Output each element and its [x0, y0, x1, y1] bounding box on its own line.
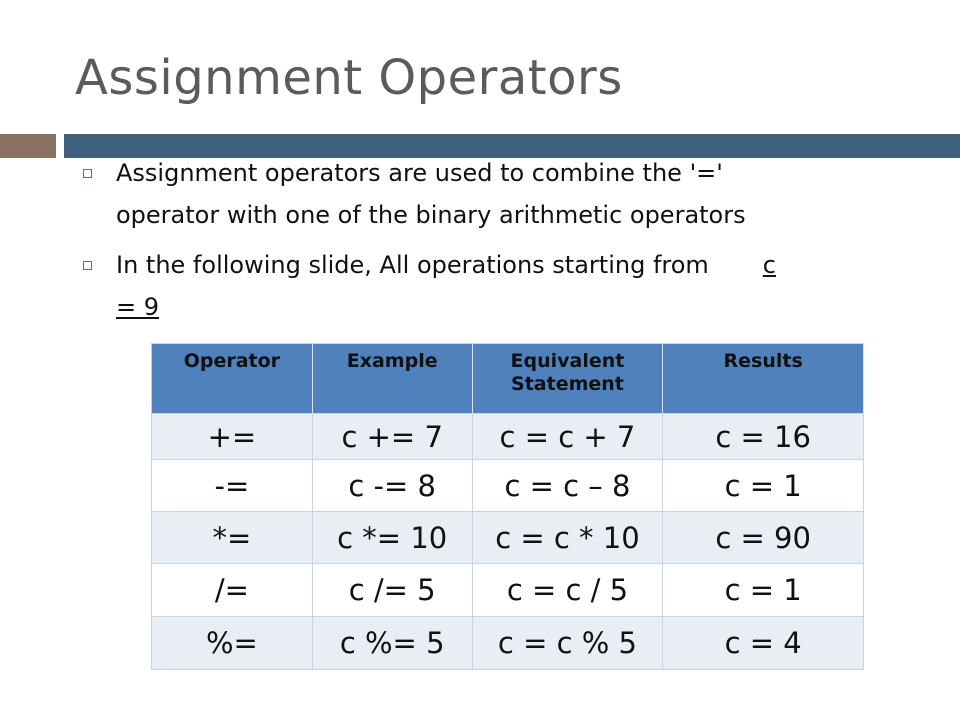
cell-result: c = 1	[663, 564, 864, 617]
bullet-square-icon	[83, 261, 92, 270]
bullet-line	[116, 286, 876, 328]
header-example: Example	[312, 344, 472, 414]
header-operator: Operator	[152, 344, 313, 414]
header-results: Results	[663, 344, 864, 414]
cell-operator: +=	[152, 414, 313, 460]
bullet-line: Assignment operators are used to combine the '='	[116, 159, 723, 187]
bullet-line	[116, 244, 876, 286]
cell-equivalent: c = c % 5	[472, 617, 663, 670]
bullet-item	[116, 152, 876, 236]
cell-operator: %=	[152, 617, 313, 670]
header-equivalent-statement: Equivalent Statement	[472, 344, 663, 414]
bullet-text: In the following slide, All operations starting from	[116, 251, 709, 279]
cell-equivalent: c = c * 10	[472, 512, 663, 564]
underlined-text: c	[762, 251, 776, 279]
cell-equivalent: c = c + 7	[472, 414, 663, 460]
table-header-row	[152, 344, 864, 414]
cell-operator: -=	[152, 460, 313, 512]
table-row	[152, 564, 864, 617]
cell-operator: /=	[152, 564, 313, 617]
cell-result: c = 4	[663, 617, 864, 670]
bullet-square-icon	[83, 169, 92, 178]
underlined-text: = 9	[116, 293, 160, 321]
cell-example: c %= 5	[312, 617, 472, 670]
cell-operator: *=	[152, 512, 313, 564]
accent-bar-left	[0, 134, 56, 158]
table-row	[152, 512, 864, 564]
table-row	[152, 414, 864, 460]
cell-equivalent: c = c – 8	[472, 460, 663, 512]
cell-result: c = 16	[663, 414, 864, 460]
operators-table	[151, 343, 864, 670]
cell-example: c /= 5	[312, 564, 472, 617]
cell-example: c += 7	[312, 414, 472, 460]
cell-result: c = 90	[663, 512, 864, 564]
cell-equivalent: c = c / 5	[472, 564, 663, 617]
cell-result: c = 1	[663, 460, 864, 512]
cell-example: c -= 8	[312, 460, 472, 512]
table-row	[152, 460, 864, 512]
bullet-line: operator with one of the binary arithmetic operators	[116, 201, 746, 229]
cell-example: c *= 10	[312, 512, 472, 564]
table-row	[152, 617, 864, 670]
bullet-item	[116, 244, 876, 328]
slide-title: Assignment Operators	[75, 50, 623, 106]
